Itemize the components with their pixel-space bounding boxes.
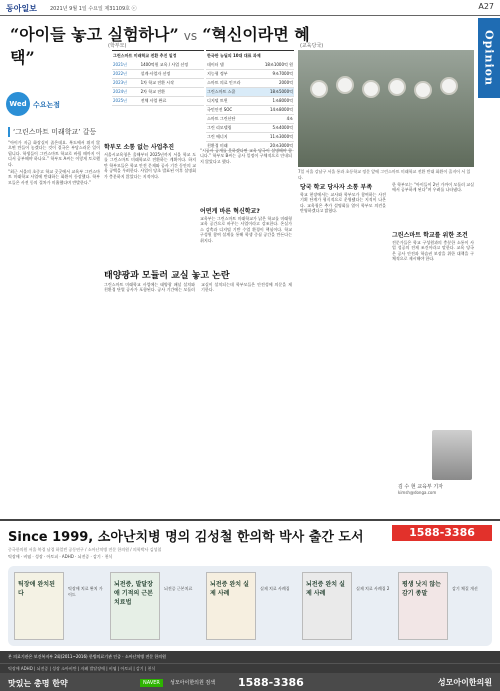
advertisement	[0, 519, 500, 691]
article-column-3b	[200, 216, 292, 266]
newdeal-row	[206, 88, 294, 97]
newdeal-cell: 9조7000억	[272, 71, 293, 76]
schedule-cell: 2차 학교 전환	[140, 89, 166, 94]
book-title: 평생 낫지 않는 감기 종말	[402, 581, 441, 597]
wednesday-badge: Wed	[6, 92, 30, 116]
schedule-cell: 1차 학교 전환 시작	[140, 80, 175, 85]
schedule-table	[112, 50, 204, 106]
lower-paragraph: 그린스마트 미래학교 사업에는 태양광 패널 설치와 친환경 단열 공사가 포함된다. 공사 기간에는 모듈러 교실이 설치되는데 학부모들은 안전성에 의문을 제기한다.	[104, 282, 292, 293]
book-title: 뇌전증, 발달장애 기적의 근본치료법	[114, 581, 153, 606]
newdeal-cell: 그린 리모델링	[207, 125, 232, 130]
newdeal-cell: 14조8000억	[270, 107, 293, 112]
book-cover[interactable]	[398, 572, 448, 640]
book-description: 실제 치료 사례집 2	[356, 586, 390, 591]
schedule-cell: 2024년	[113, 89, 128, 94]
headline-vs: vs	[183, 29, 198, 43]
newdeal-cell: 그린스마트 스쿨	[207, 89, 236, 94]
book-description: 틱장애 치료 완치 가이드	[68, 586, 103, 597]
newdeal-row	[206, 106, 294, 115]
ad-footer-1: 본 의료기관은 보건복지부 2회(2011~2016) 한방의료기관 인증 · 소아난치병 전문 한의원	[0, 651, 500, 663]
author-name: 김 수 현 교육부 기자	[398, 484, 443, 490]
article-column-lower	[104, 282, 292, 362]
newdeal-cell: 1조8000억	[272, 98, 293, 103]
newdeal-cell: 스마트 그린산단	[207, 116, 236, 121]
wreath-icon	[336, 76, 354, 94]
ad-phone[interactable]: 1588-3386	[392, 525, 492, 541]
schedule-row	[112, 79, 204, 88]
newdeal-cell: 5조4000억	[272, 125, 293, 130]
col4-paragraph: 학교 현장에서는 교사와 학부모가 참여하는 사전기획 단계가 형식적으로 운영됐다는 지적이 나온다. 교육청은 추가 설명회를 열어 학부모 의견을 반영하겠다고 밝혔다.	[300, 192, 386, 214]
col3-paragraph-2: 교육부는 그린스마트 미래학교가 낡은 학교를 미래형 교육 공간으로 바꾸는 사업이라고 강조한다. 온실가스 감축과 디지털 기반 수업 환경이 핵심이다. 학교 구성원 참여 설계를 통해 학생 중심 공간을 만든다는 취지다.	[200, 216, 292, 243]
book-cover[interactable]	[14, 572, 64, 640]
schedule-cell: 2023년	[113, 80, 128, 85]
book-description: 실제 치료 사례집	[260, 586, 290, 591]
book-description: 감기 체질 개선	[452, 586, 478, 591]
article-column-5a	[392, 182, 474, 226]
ad-footer-2: 틱장애 ADHD | 뇌전증 | 성장 소아비만 | 자폐 발달장애 | 비염 | 아토피 | 감기 | 천식	[0, 663, 500, 673]
col1-paragraph: “아이가 지금 화장실이 좁은데요. 복도에서 뛰지 않으면 만들어 놓겠다는 것이 결국은 부담스러운 일이 됩니다. 학생들이 그린스마트 학교로 바뀔 때까지 어디서 공부해야 하나요.” 학부모 A씨는 이렇게 토로했다.	[8, 140, 100, 167]
newdeal-cell: 국민안전 SOC	[207, 107, 233, 112]
newdeal-cell: 2000억	[278, 80, 293, 85]
ad-title: Since 1999, 소아난치병 명의 김성철 한의학 박사 출간 도서	[8, 530, 364, 545]
newdeal-row	[206, 79, 294, 88]
opinion-label: Opinion	[482, 30, 496, 86]
subhead-2: 어떤게 바른 혁신학교?	[200, 208, 260, 215]
schedule-cell: 2022년	[113, 71, 128, 76]
wreath-icon	[440, 77, 458, 95]
newdeal-cell: 그린 에너지	[207, 134, 228, 139]
newdeal-table-title: 한국판 뉴딜의 10대 대표 과제	[207, 53, 261, 58]
schedule-row	[112, 61, 204, 70]
newdeal-row	[206, 97, 294, 106]
article-column-3a	[200, 148, 292, 198]
photo-caption: 7일 서울 강남구 서울 통과 초등학교 정문 앞에 그린스마트 미래학교 전환 반대 화환이 줄지어 서 있다.	[298, 169, 471, 180]
col3-paragraph: “시공사 공개를 못하겠다면 교육 당국이 설명해야 합니다.” 학부모 B씨는 공사 일정이 구체적으로 안내되지 않았다고 했다.	[200, 148, 292, 164]
newdeal-cell: 스마트 의료 인프라	[207, 80, 241, 85]
subhead-4: 당국 학교 당사자 소통 부족	[300, 184, 373, 191]
newdeal-table	[206, 50, 294, 151]
news-photo	[298, 50, 474, 167]
ad-search-text: 성모아이한의원 검색	[170, 680, 216, 686]
ad-phone-2[interactable]: 1588-3386	[238, 676, 304, 689]
newdeal-cell: 친환경 미래	[207, 143, 228, 148]
book-title: 틱장애 완치된다	[18, 581, 55, 597]
schedule-cell: 1400억원 교육 / 사업 선정	[140, 62, 189, 67]
clinic-logo: 성모아이한의원	[437, 678, 492, 687]
article-column-4	[300, 192, 386, 292]
book-row	[8, 566, 492, 646]
byline-1: (학부모)	[108, 43, 127, 49]
newdeal-row	[206, 115, 294, 124]
newdeal-cell: 20조3000억	[270, 143, 293, 148]
schedule-row	[112, 70, 204, 79]
issue-date: 2021년 9월 1일 수요일 제31109호 ⓒ	[50, 6, 137, 12]
newspaper-logo: 동아일보	[6, 3, 37, 13]
schedule-cell: 2025년	[113, 98, 128, 103]
wreath-icon	[414, 81, 432, 99]
book-title: 뇌전증 완치 실제 사례	[210, 581, 249, 597]
author-email[interactable]: kimsh@donga.com	[398, 490, 437, 495]
naver-logo: NAVER	[140, 679, 163, 687]
newdeal-cell: 디지털 트윈	[207, 98, 228, 103]
wreath-icon	[388, 78, 406, 96]
wreath-icon	[362, 80, 380, 98]
subhead-1: 학부모 소통 없는 사업추진	[104, 144, 175, 151]
newdeal-cell: 18조1000억 원	[264, 62, 293, 67]
schedule-cell: 2021년	[113, 62, 128, 67]
page-number: A27	[478, 2, 494, 11]
newdeal-row	[206, 133, 294, 142]
newdeal-row	[206, 61, 294, 70]
article-column-5b	[392, 240, 474, 420]
section-side-label	[478, 18, 500, 98]
ad-subtitle-2: 틱장애 · 비염 · 성장 · 아토피 · ADHD · 뇌전증 · 감기 · 천식	[8, 554, 113, 559]
schedule-row	[112, 88, 204, 97]
col5-paragraph-2: 전문가들은 학교 구성원과의 충분한 소통이 사업 성공의 전제 조건이라고 말한다. 교육 당국은 공사 안전과 학습권 보장을 위한 대책을 구체적으로 제시해야 한다.	[392, 240, 474, 262]
byline-2: (교육당국)	[300, 43, 324, 49]
col2-paragraph: 서울시교육청은 올해부터 2025년까지 서울 학교 도를 그린스마트 미래학교로 전환하는 계획이다. 하지만 학부모들은 학교 안전 문제와 공사 기간 동안의 교육 공백을 우려한다. 사업이 당초 발표된 이후 설명회가 충분하지 않았다는 지적이다.	[104, 152, 196, 179]
newdeal-cell: 데이터 댐	[207, 62, 224, 67]
headline-quote-2: “혁신이라면 혜택”	[10, 25, 310, 67]
subhead-3: 태양광과 모듈러 교실 놓고 논란	[104, 271, 230, 281]
col1-paragraph-2: “최근 서울의 초중고 학교 곳곳에서 교육부 그린스마트 미래학교 사업에 반대하는 화환이 등장했다. 학부모들은 사전 동의 절차가 미흡했다며 반발한다.”	[8, 169, 100, 185]
newdeal-cell: 지능형 정부	[207, 71, 228, 76]
schedule-cell: 설계·사업자 선정	[140, 71, 171, 76]
book-cover[interactable]	[110, 572, 160, 640]
article-column-1	[8, 140, 100, 236]
author-photo	[432, 430, 472, 480]
newdeal-cell: 18조5000억	[270, 89, 293, 94]
wreath-icon	[310, 80, 328, 98]
book-title: 뇌전증 완치 실제 사례	[306, 581, 345, 597]
newdeal-row	[206, 124, 294, 133]
schedule-row	[112, 97, 204, 106]
subhead-5: 그린스마트 학교를 위한 조건	[392, 232, 468, 239]
newdeal-cell: 4조	[286, 116, 293, 121]
headline-quote-1: “아이들 놓고 실험하나”	[10, 25, 179, 44]
col5-paragraph: 한 학부모는 “아이들이 2년 가까이 모듈러 교실에서 공부하게 된다”며 우려를 나타냈다.	[392, 182, 474, 193]
kicker: ‘그린스마트 미래학교’ 갈등	[8, 127, 96, 137]
book-cover[interactable]	[302, 572, 352, 640]
book-cover[interactable]	[206, 572, 256, 640]
schedule-table-title: 그린스마트 미래학교 전환 추진 일정	[113, 53, 177, 58]
ad-subtitle: 중국한의원 서울 북경 남경 하얼빈 공동연구 / 소아난치병 전문 한의원 / 의학박사 김성철	[8, 547, 162, 552]
article-column-2	[104, 152, 196, 262]
book-description: 뇌전증 근본치료	[164, 586, 193, 591]
ad-footer-3	[0, 673, 500, 691]
ad-slogan: 맛있는 총명 한약	[8, 679, 68, 688]
masthead	[0, 0, 500, 16]
newdeal-row	[206, 70, 294, 79]
section-title: 수요논점	[33, 101, 61, 109]
schedule-cell: 전체 사업 완료	[140, 98, 167, 103]
newdeal-cell: 11조3000억	[270, 134, 293, 139]
